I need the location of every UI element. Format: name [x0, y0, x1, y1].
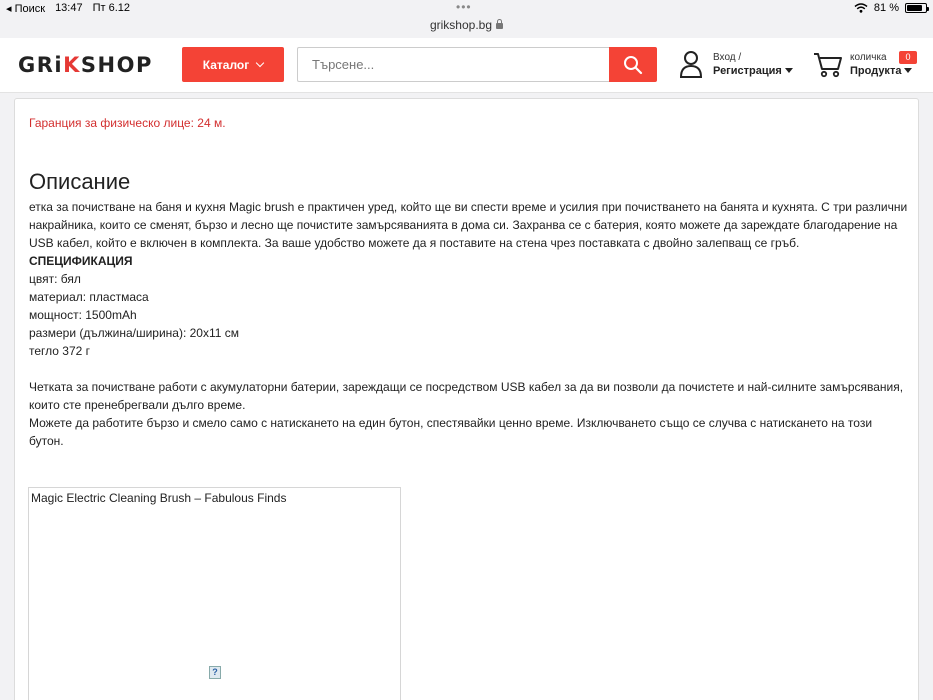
url-bar[interactable]: [0, 18, 933, 38]
status-time: 13:47: [55, 2, 83, 14]
spec-item: тегло 372 г: [29, 344, 91, 358]
search-box: [297, 47, 657, 82]
status-date: Пт 6.12: [92, 2, 131, 14]
spec-heading: СПЕЦИФИКАЦИЯ: [29, 254, 133, 268]
cart-count-badge: 0: [899, 51, 917, 64]
warranty-text: Гаранция за физическо лице: 24 м.: [29, 116, 226, 130]
register-text: Регистрация: [713, 65, 782, 77]
caret-down-icon: [785, 68, 793, 73]
button-paragraph: Можете да работите бързо и смело само с натискането на един бутон, спестявайки ценно време. Изключването също се случва с натискането на този бутон.: [29, 416, 873, 448]
battery-icon: [905, 3, 927, 13]
spec-item: размери (дължина/ширина): 20х11 см: [29, 326, 240, 340]
status-bar: [0, 0, 933, 18]
logo-text-2: K: [63, 53, 81, 77]
products-text: Продукта: [850, 65, 902, 77]
url-domain: grikshop.bg: [429, 18, 493, 32]
spec-item: цвят: бял: [29, 272, 81, 286]
usage-paragraph: Четката за почистване работи с акумулаторни батерии, зареждащи се посредством USB кабел за да ви позволи да почистете и най-силните замърсявания, които сте пренебрегвали дълго време.: [29, 380, 904, 412]
battery-percent: 81 %: [873, 2, 899, 14]
user-icon: [679, 50, 703, 78]
spec-item: материал: пластмаса: [29, 290, 149, 304]
intro-paragraph: етка за почистване на баня и кухня Magic brush е практичен уред, който ще ви спести време и усилия при почистването на банята и кухнята. С три различни накрайника, които се сменят, бързо и лесно ще почистите замърсяванията в дома си. Захранва се с батерия, която можете да зареждате благодарение на USB кабел, който е включен в комплекта. За ваше удобство можете да я поставите на стена чрез поставката с двойно залепващ се гръб.: [29, 200, 908, 250]
video-embed[interactable]: [28, 487, 401, 700]
login-label: Вход /: [713, 52, 742, 63]
cart-icon: [813, 52, 843, 78]
search-icon: [623, 55, 643, 75]
product-details-card: [14, 98, 919, 700]
site-logo[interactable]: [18, 53, 153, 77]
embed-title: Magic Electric Cleaning Brush – Fabulous Finds: [31, 491, 287, 505]
search-button[interactable]: [609, 47, 657, 82]
register-label: [713, 65, 793, 77]
catalog-label: Каталог: [202, 57, 250, 72]
description-title: Описание: [29, 169, 131, 194]
more-dots-icon[interactable]: •••: [456, 0, 472, 14]
wifi-icon: [854, 3, 868, 13]
chevron-down-icon: [256, 58, 264, 66]
cart-menu[interactable]: [813, 50, 923, 80]
lock-icon: [496, 23, 503, 29]
logo-text-3: SHOP: [80, 53, 153, 77]
description-body: [29, 198, 909, 450]
spec-item: мощност: 1500mAh: [29, 308, 137, 322]
cart-label: количка: [850, 52, 887, 63]
account-menu[interactable]: [679, 50, 799, 80]
site-header: [0, 38, 933, 93]
back-to-search-link[interactable]: ◂ Поиск: [6, 3, 46, 15]
products-label: [850, 65, 912, 77]
search-input[interactable]: [297, 47, 610, 82]
logo-text-1: GRi: [18, 53, 64, 77]
caret-down-icon: [904, 68, 912, 73]
broken-image-icon: ?: [209, 666, 221, 679]
catalog-button[interactable]: [182, 47, 284, 82]
